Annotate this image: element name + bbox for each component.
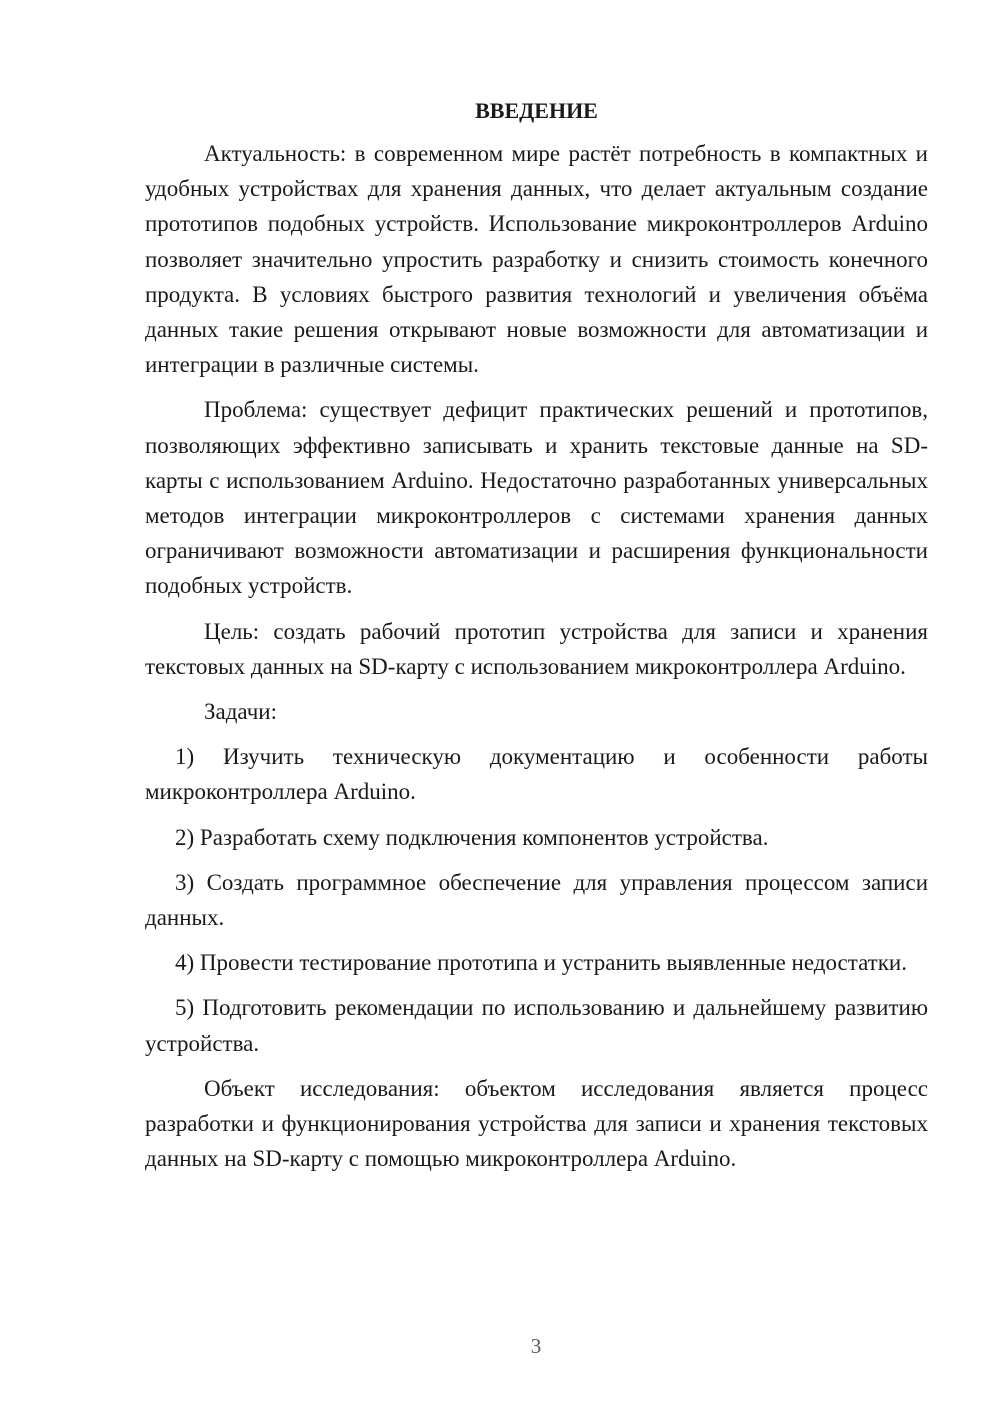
task-item: 5) Подготовить рекомендации по использованию и дальнейшему развитию устройства. [145,995,928,1056]
research-object-paragraph: Объект исследования: объектом исследования является процесс разработки и функционирования устройства для записи и хранения текстовых данных на SD-карту с помощью микроконтроллера Arduino. [145,1075,928,1172]
page-content [145,96,928,1186]
tasks-label: Задачи: [204,699,277,725]
relevance-paragraph: Актуальность: в современном мире растёт потребность в компактных и удобных устройствах для хранения данных, что делает актуальным создание прототипов подобных устройств. Использование микроконтроллеров Arduino позволяет значительно упростить разработку и снизить стоимость конечного продукта. В условиях быстрого развития технологий и увеличения объёма данных такие решения открывают новые возможности для автоматизации и интеграции в различные системы. [145,141,928,378]
task-item: 1) Изучить техническую документацию и особенности работы микроконтроллера Arduino. [145,744,928,805]
task-item: 4) Провести тестирование прототипа и устранить выявленные недостатки. [175,950,907,976]
task-item: 2) Разработать схему подключения компонентов устройства. [175,824,769,850]
tasks-list [145,739,928,1061]
goal-paragraph: Цель: создать рабочий прототип устройства для записи и хранения текстовых данных на SD-карту с использованием микроконтроллера Arduino. [145,618,928,679]
task-item: 3) Создать программное обеспечение для управления процессом записи данных. [145,869,928,931]
problem-paragraph: Проблема: существует дефицит практических решений и прототипов, позволяющих эффективно записывать и хранить текстовые данные на SD-карты с использованием Arduino. Недостаточно разработанных универсальных методов интеграции микроконтроллеров с системами хранения данных ограничивают возможности автоматизации и расширения функциональности подобных устройств. [145,397,928,599]
section-heading: ВВЕДЕНИЕ [475,98,598,123]
page-number: 3 [530,1334,542,1358]
